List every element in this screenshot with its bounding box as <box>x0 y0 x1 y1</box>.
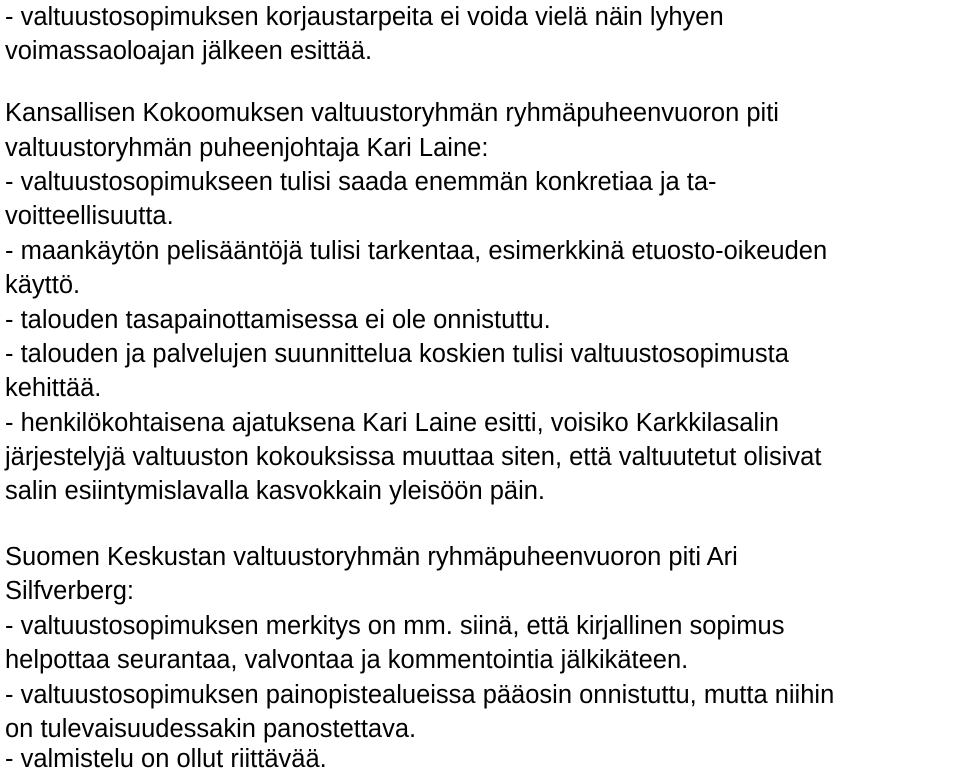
text-line: - valtuustosopimuksen painopistealueissa pääosin onnistuttu, mutta niihin <box>5 681 835 709</box>
text-line: - valtuustosopimuksen merkitys on mm. siinä, että kirjallinen sopimus <box>5 612 785 640</box>
text-line: valtuustoryhmän puheenjohtaja Kari Laine: <box>5 134 489 162</box>
text-line: voimassaoloajan jälkeen esittää. <box>5 37 373 65</box>
text-line: voitteellisuutta. <box>5 202 174 230</box>
text-line: - talouden ja palvelujen suunnittelua koskien tulisi valtuustosopimusta <box>5 340 789 368</box>
text-line: on tulevaisuudessakin panostettava. <box>5 715 417 743</box>
text-line: - valtuustosopimuksen korjaustarpeita ei voida vielä näin lyhyen <box>5 3 724 31</box>
text-line: salin esiintymislavalla kasvokkain yleisöön päin. <box>5 477 546 505</box>
text-line: järjestelyjä valtuuston kokouksissa muuttaa siten, että valtuutetut olisivat <box>5 443 822 471</box>
text-line: - maankäytön pelisääntöjä tulisi tarkentaa, esimerkkinä etuosto-oikeuden <box>5 237 828 265</box>
text-line: - henkilökohtaisena ajatuksena Kari Laine esitti, voisiko Karkkilasalin <box>5 409 779 437</box>
text-line: - valmistelu on ollut riittävää. <box>5 745 327 773</box>
text-line: kehittää. <box>5 374 102 402</box>
text-line: Kansallisen Kokoomuksen valtuustoryhmän ryhmäpuheenvuoron piti <box>5 99 779 127</box>
text-line: Silfverberg: <box>5 577 134 605</box>
text-line: käyttö. <box>5 271 81 299</box>
text-line: - talouden tasapainottamisessa ei ole onnistuttu. <box>5 306 551 334</box>
text-line: - valtuustosopimukseen tulisi saada enemmän konkretiaa ja ta- <box>5 168 717 196</box>
text-line: Suomen Keskustan valtuustoryhmän ryhmäpuheenvuoron piti Ari <box>5 543 738 571</box>
text-line: helpottaa seurantaa, valvontaa ja kommentointia jälkikäteen. <box>5 646 689 674</box>
